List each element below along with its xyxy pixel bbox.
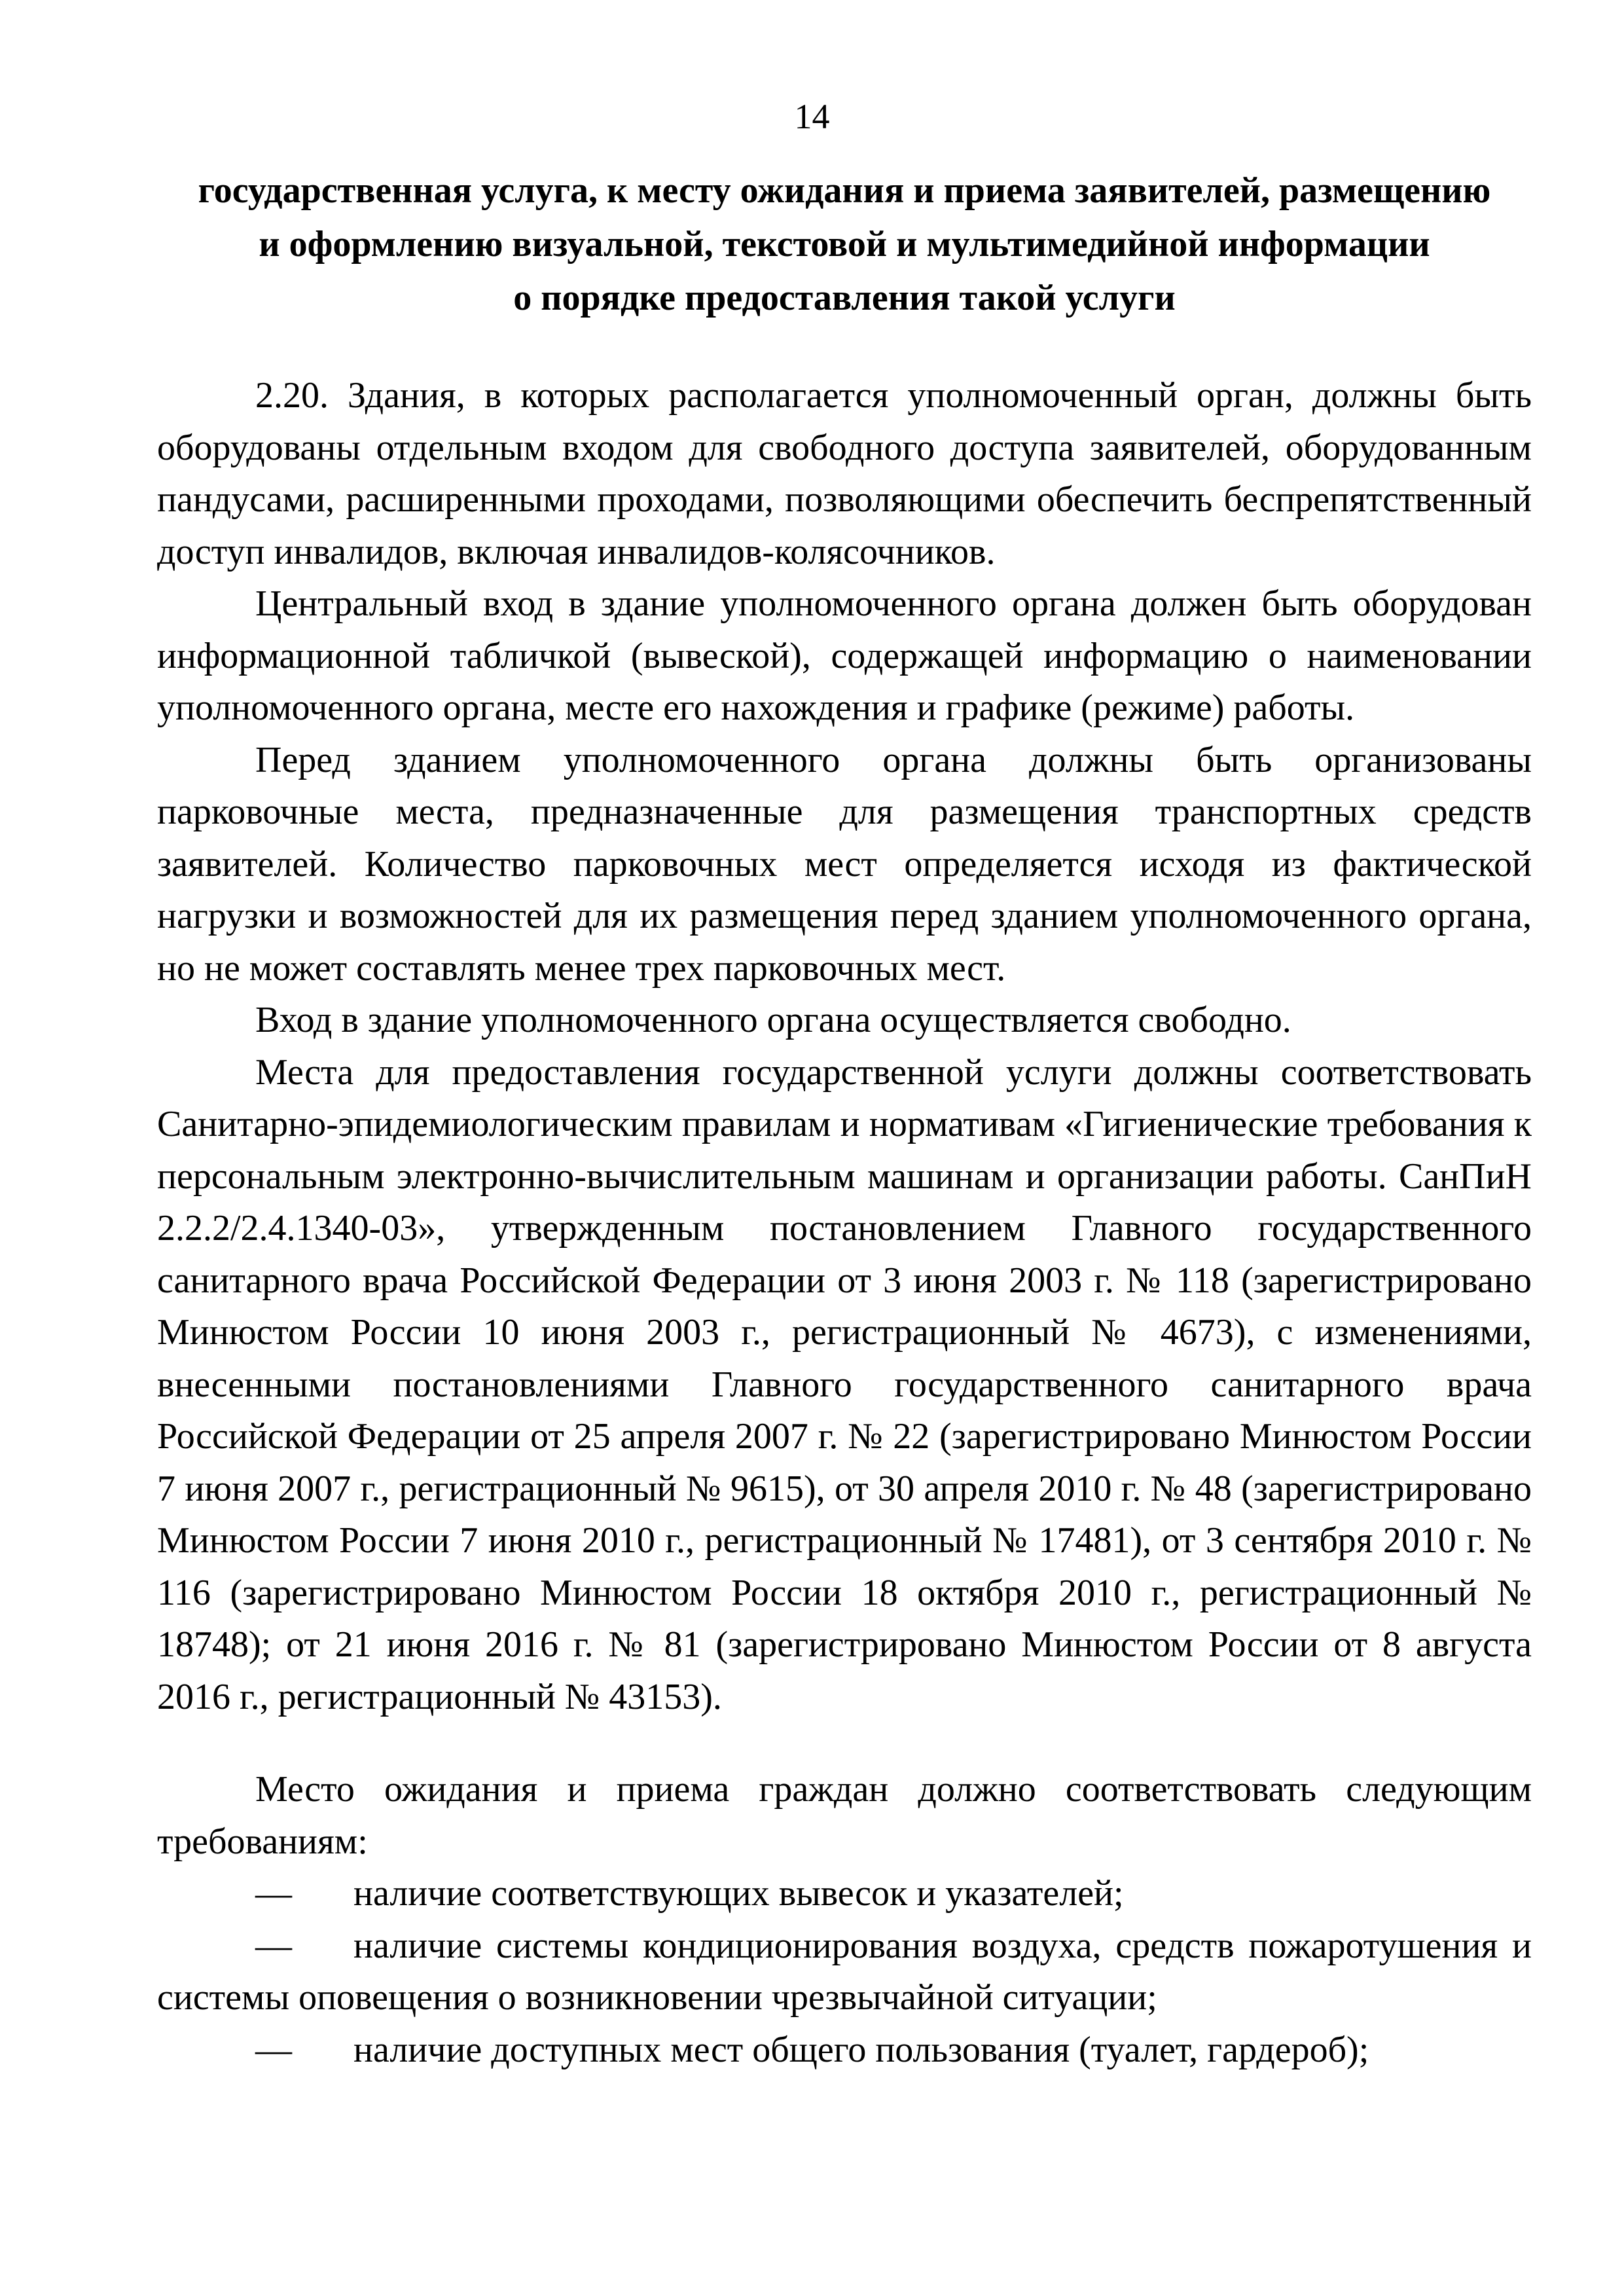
paragraph-central-entrance: Центральный вход в здание уполномоченного органа должен быть оборудован информационной табличкой (вывеской), содержащей информацию о наименовании уполномоченного органа, месте его нахождения и графике (режиме) работы. [157,583,1532,728]
heading-line: и оформлению визуальной, текстовой и мультимедийной информации [259,224,1430,264]
list-item-text: наличие системы кондиционирования воздуха, средств пожаротушения и системы оповещения о возникновении чрезвычайной ситуации; [157,1925,1532,2018]
heading-line: о порядке предоставления такой услуги [513,278,1176,318]
page-number: 14 [794,97,830,136]
section-heading [157,164,1532,325]
list-item [157,1868,1532,1920]
paragraph-free-entry: Вход в здание уполномоченного органа осуществляется свободно. [255,1000,1291,1040]
list-dash: — [255,1925,292,1966]
list-item [157,1920,1532,2024]
paragraph-requirements-intro: Место ожидания и приема граждан должно соответствовать следующим требованиям: [157,1769,1532,1862]
paragraph-sanitary-rules: Места для предоставления государственной услуги должны соответствовать Санитарно-эпидемиологическим правилам и нормативам «Гигиенические требования к персональным электронно-вычислительным машинам и организации работы. СанПиН 2.2.2/2.4.1340-03», утвержденным постановлением Главного государственного санитарного врача Российской Федерации от 3 июня 2003 г. № 118 (зарегистрировано Минюстом России 10 июня 2003 г., регистрационный № 4673), с изменениями, внесенными постановлениями Главного государственного санитарного врача Российской Федерации от 25 апреля 2007 г. № 22 (зарегистрировано Минюстом России 7 июня 2007 г., регистрационный № 9615), от 30 апреля 2010 г. № 48 (зарегистрировано Минюстом России 7 июня 2010 г., регистрационный № 17481), от 3 сентября 2010 г. № 116 (зарегистрировано Минюстом России 18 октября 2010 г., регистрационный № 18748); от 21 июня 2016 г. № 81 (зарегистрировано Минюстом России от 8 августа 2016 г., регистрационный № 43153). [157,1051,1532,1717]
paragraph-2-20: 2.20. Здания, в которых располагается уполномоченный орган, должны быть оборудованы отдельным входом для свободного доступа заявителей, оборудованным пандусами, расширенными проходами, позволяющими обеспечить беспрепятственный доступ инвалидов, включая инвалидов-колясочников. [157,375,1532,572]
heading-line: государственная услуга, к месту ожидания и приема заявителей, размещению [198,170,1491,211]
list-dash: — [255,2029,292,2070]
list-item-text: наличие доступных мест общего пользования (туалет, гардероб); [353,2029,1369,2070]
document-body [157,370,1532,2076]
list-item [157,2024,1532,2077]
list-item-text: наличие соответствующих вывесок и указателей; [353,1873,1124,1914]
paragraph-parking: Перед зданием уполномоченного органа должны быть организованы парковочные места, предназначенные для размещения транспортных средств заявителей. Количество парковочных мест определяется исходя из фактической нагрузки и возможностей для их размещения перед зданием уполномоченного органа, но не может составлять менее трех парковочных мест. [157,739,1532,989]
list-dash: — [255,1873,292,1914]
